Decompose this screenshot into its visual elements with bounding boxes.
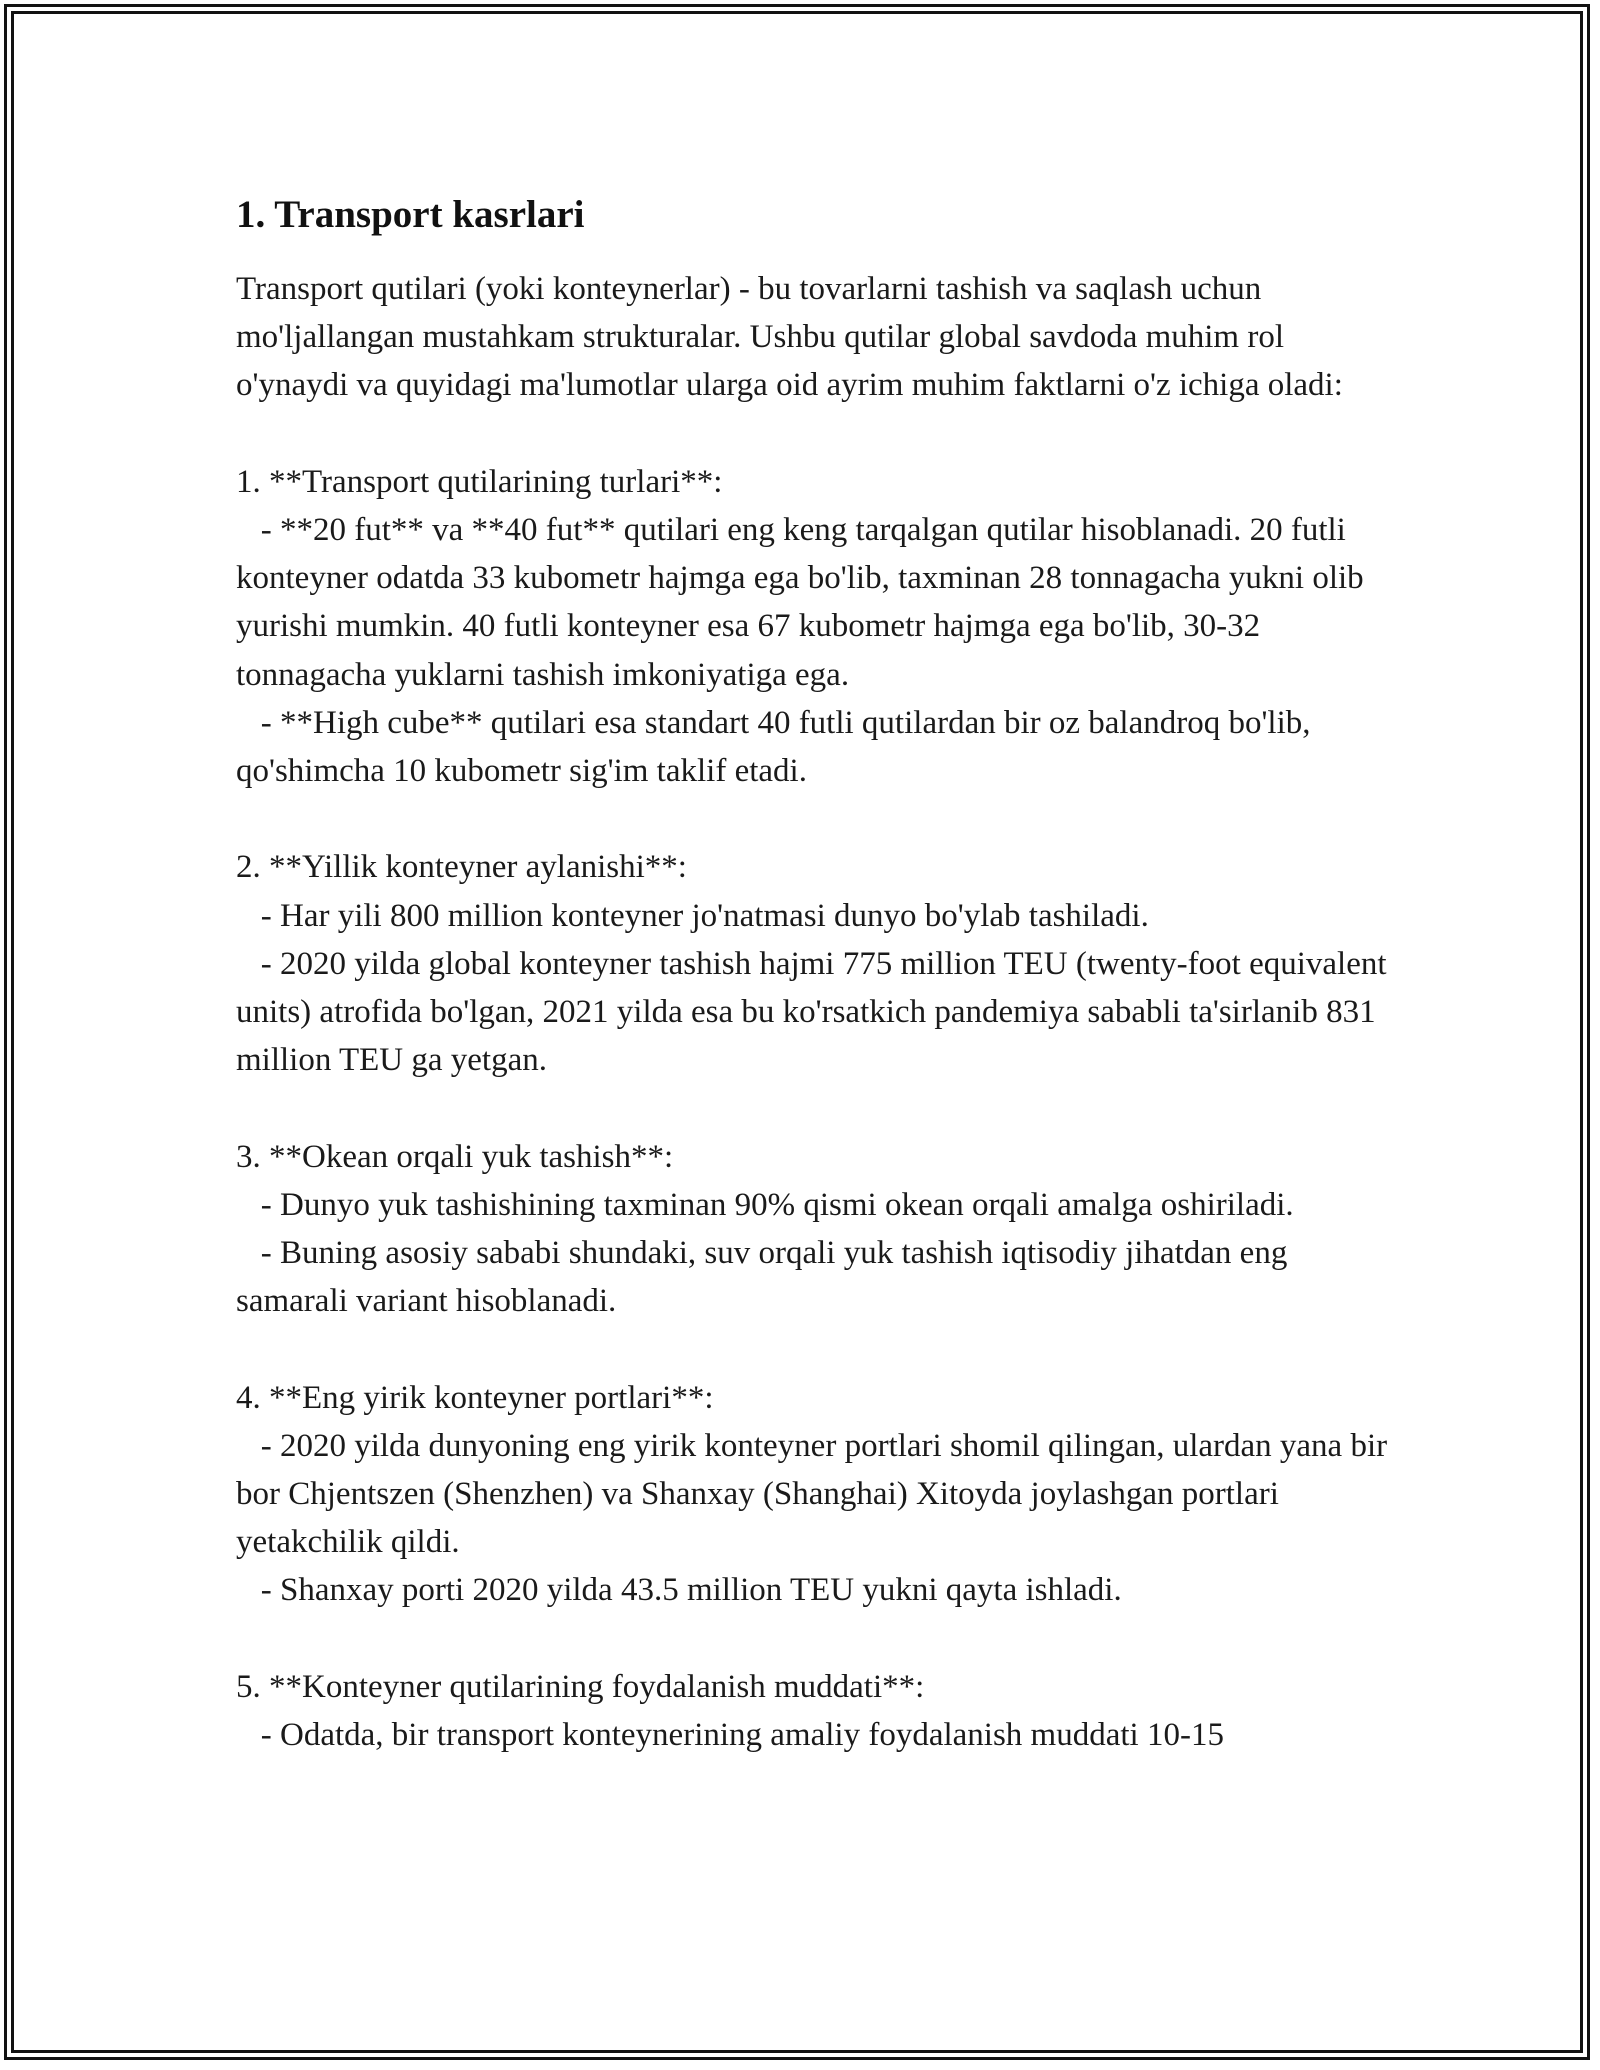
section-item: - Har yili 800 million konteyner jo'natmasi dunyo bo'ylab tashiladi. xyxy=(236,897,1149,934)
section-item: - **20 fut** va **40 fut** qutilari eng keng tarqalgan qutilar hisoblanadi. 20 futli konteyner odatda 33 kubometr hajmga ega bo'lib, taxminan 28 tonnagacha yukni olib yurishi mumkin. 40 futli konteyner esa 67 kubometr hajmga ega bo'lib, 30-32 tonnagacha yuklarni tashish imkoniyatiga ega. xyxy=(236,512,1372,693)
section-4 xyxy=(236,1374,1396,1615)
section-3 xyxy=(236,1133,1396,1326)
paragraph-gap xyxy=(236,795,1396,843)
section-heading: 2. **Yillik konteyner aylanishi**: xyxy=(236,849,687,886)
document-body xyxy=(236,185,1396,1759)
section-item: - Shanxay porti 2020 yilda 43.5 million TEU yukni qayta ishladi. xyxy=(236,1572,1122,1609)
section-5 xyxy=(236,1663,1396,1759)
section-1 xyxy=(236,458,1396,795)
paragraph-gap xyxy=(236,1615,1396,1663)
section-heading: 1. **Transport qutilarining turlari**: xyxy=(236,463,723,500)
intro-paragraph: Transport qutilari (yoki konteynerlar) - bu tovarlarni tashish va saqlash uchun mo'ljallangan mustahkam strukturalar. Ushbu qutilar global savdoda muhim rol o'ynaydi va quyidagi ma'lumotlar ularga oid ayrim muhim faktlarni o'z ichiga oladi: xyxy=(236,271,1343,404)
paragraph-gap xyxy=(236,1325,1396,1373)
section-item: - Odatda, bir transport konteynerining amaliy foydalanish muddati 10-15 xyxy=(236,1717,1224,1754)
section-item: - 2020 yilda dunyoning eng yirik konteyner portlari shomil qilingan, ulardan yana bir bor Chjentszen (Shenzhen) va Shanxay (Shanghai) Xitoyda joylashgan portlari yetakchilik qildi. xyxy=(236,1427,1396,1561)
paragraph-gap xyxy=(236,410,1396,458)
section-item: - Dunyo yuk tashishining taxminan 90% qismi okean orqali amalga oshiriladi. xyxy=(236,1186,1294,1223)
section-2 xyxy=(236,843,1396,1084)
section-heading: 4. **Eng yirik konteyner portlari**: xyxy=(236,1379,714,1416)
section-item: - Buning asosiy sababi shundaki, suv orqali yuk tashish iqtisodiy jihatdan eng samarali variant hisoblanadi. xyxy=(236,1235,1296,1320)
section-heading: 5. **Konteyner qutilarining foydalanish muddati**: xyxy=(236,1668,925,1705)
document-title: 1. Transport kasrlari xyxy=(236,193,585,236)
section-item: - 2020 yilda global konteyner tashish hajmi 775 million TEU (twenty-foot equivalent units) atrofida bo'lgan, 2021 yilda esa bu ko'rsatkich pandemiya sababli ta'sirlanib 831 million TEU ga yetgan. xyxy=(236,945,1395,1079)
paragraph-gap xyxy=(236,1084,1396,1132)
section-heading: 3. **Okean orqali yuk tashish**: xyxy=(236,1138,674,1175)
section-item: - **High cube** qutilari esa standart 40 futli qutilardan bir oz balandroq bo'lib, qo'shimcha 10 kubometr sig'im taklif etadi. xyxy=(236,704,1319,790)
